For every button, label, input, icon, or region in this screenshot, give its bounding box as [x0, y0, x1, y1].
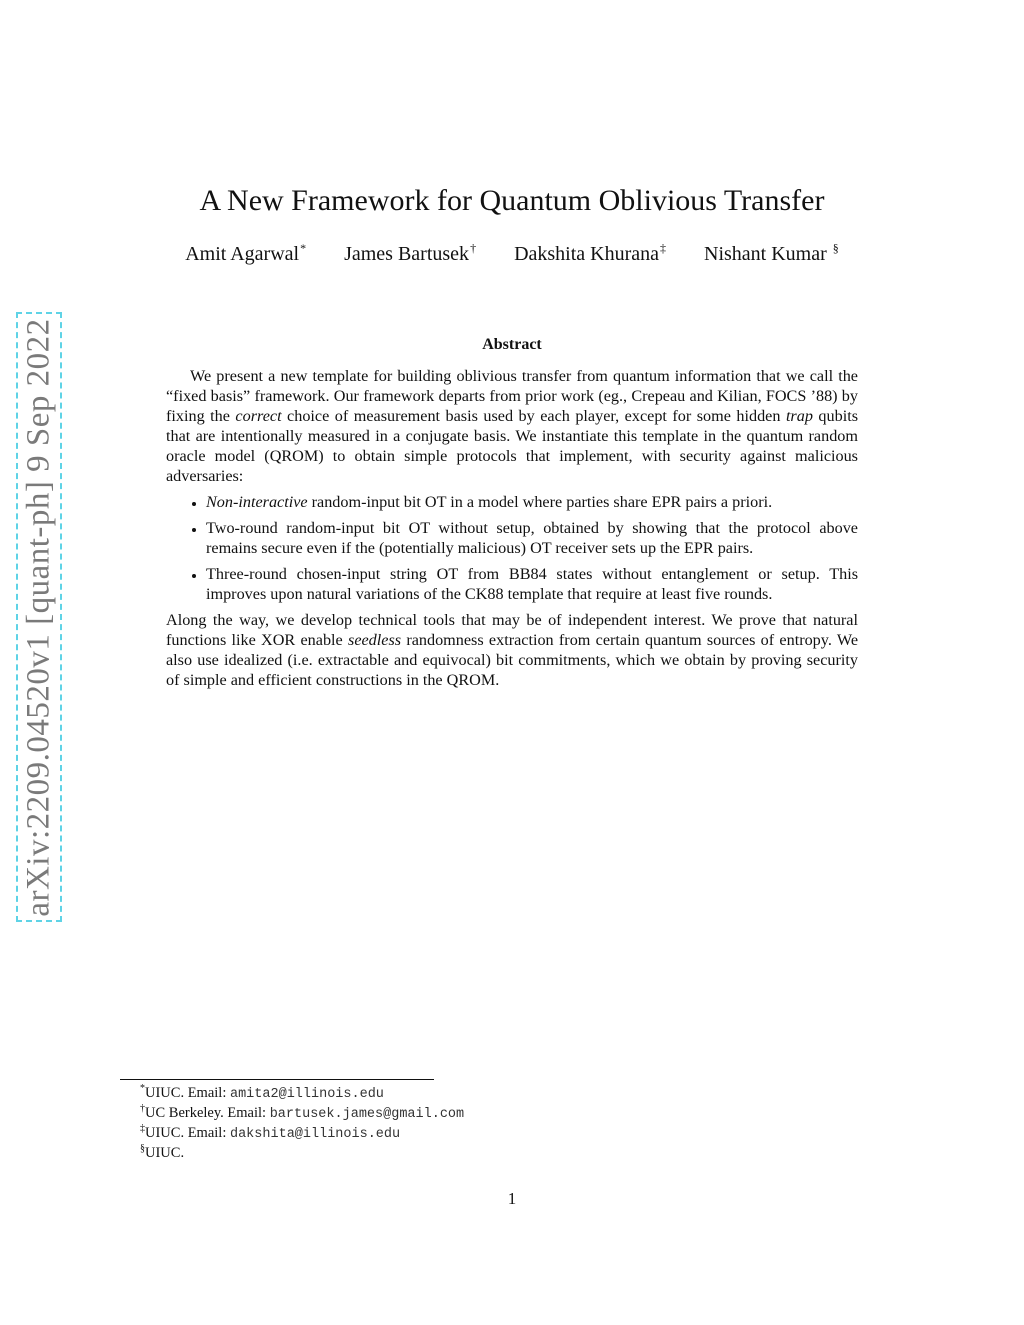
footnote-divider — [120, 1079, 434, 1080]
email-link[interactable]: dakshita@illinois.edu — [229, 1127, 401, 1142]
footnote: *UIUC. Email: amita2@illinois.edu — [140, 1083, 384, 1102]
footnote-mark: † — [470, 241, 477, 256]
email-link[interactable]: amita2@illinois.edu — [229, 1087, 384, 1102]
arxiv-identifier-stamp — [16, 312, 62, 922]
footnote-mark: ‡ — [660, 241, 667, 256]
footnote: †UC Berkeley. Email: bartusek.james@gmail.com — [140, 1103, 465, 1122]
author-list — [0, 243, 1024, 266]
author: Nishant Kumar § — [704, 241, 839, 265]
footnote-mark: § — [832, 241, 839, 256]
abstract-paragraph: We present a new template for building oblivious transfer from quantum information that we call the “fixed basis” framework. Our framework departs from prior work (eg., Crepeau and Kilian, FOCS ’88) by fixing the correct choice of measurement basis used by each player, except for some hidden trap qubits that are intentionally measured in a conjugate basis. We instantiate this template in the quantum random oracle model (QROM) to obtain simple protocols that implement, with security against malicious adversaries: — [166, 367, 858, 485]
abstract-body — [166, 366, 858, 690]
list-item: • Three-round chosen-input string OT from BB84 states without entanglement or setup. This improves upon natural variations of the CK88 template that require at least five rounds. — [206, 564, 858, 604]
footnote: §UIUC. — [140, 1143, 185, 1161]
footnotes — [140, 1084, 464, 1163]
arxiv-identifier-text: arXiv:2209.04520v1 [quant-ph] 9 Sep 2022 — [20, 317, 57, 917]
author: Amit Agarwal* — [185, 241, 307, 265]
author: Dakshita Khurana‡ — [514, 241, 667, 265]
page-number: 1 — [507, 1189, 517, 1208]
paper-title: A New Framework for Quantum Oblivious Transfer — [199, 184, 825, 217]
footnote-mark: * — [300, 241, 307, 256]
list-item: • Non-interactive random-input bit OT in a model where parties share EPR pairs a priori. — [206, 492, 858, 512]
list-item: • Two-round random-input bit OT without setup, obtained by showing that the protocol above remains secure even if the (potentially malicious) OT receiver sets up the EPR pairs. — [206, 518, 858, 558]
footnote: ‡UIUC. Email: dakshita@illinois.edu — [140, 1123, 401, 1142]
author: James Bartusek† — [344, 241, 477, 265]
abstract-heading: Abstract — [482, 336, 542, 353]
contribution-list — [166, 492, 858, 604]
email-link[interactable]: bartusek.james@gmail.com — [269, 1107, 465, 1122]
abstract-paragraph: Along the way, we develop technical tools that may be of independent interest. We prove that natural functions like XOR enable seedless randomness extraction from certain quantum sources of entropy. We also use idealized (i.e. extractable and equivocal) bit commitments, which we obtain by proving security of simple and efficient constructions in the QROM. — [166, 611, 859, 689]
